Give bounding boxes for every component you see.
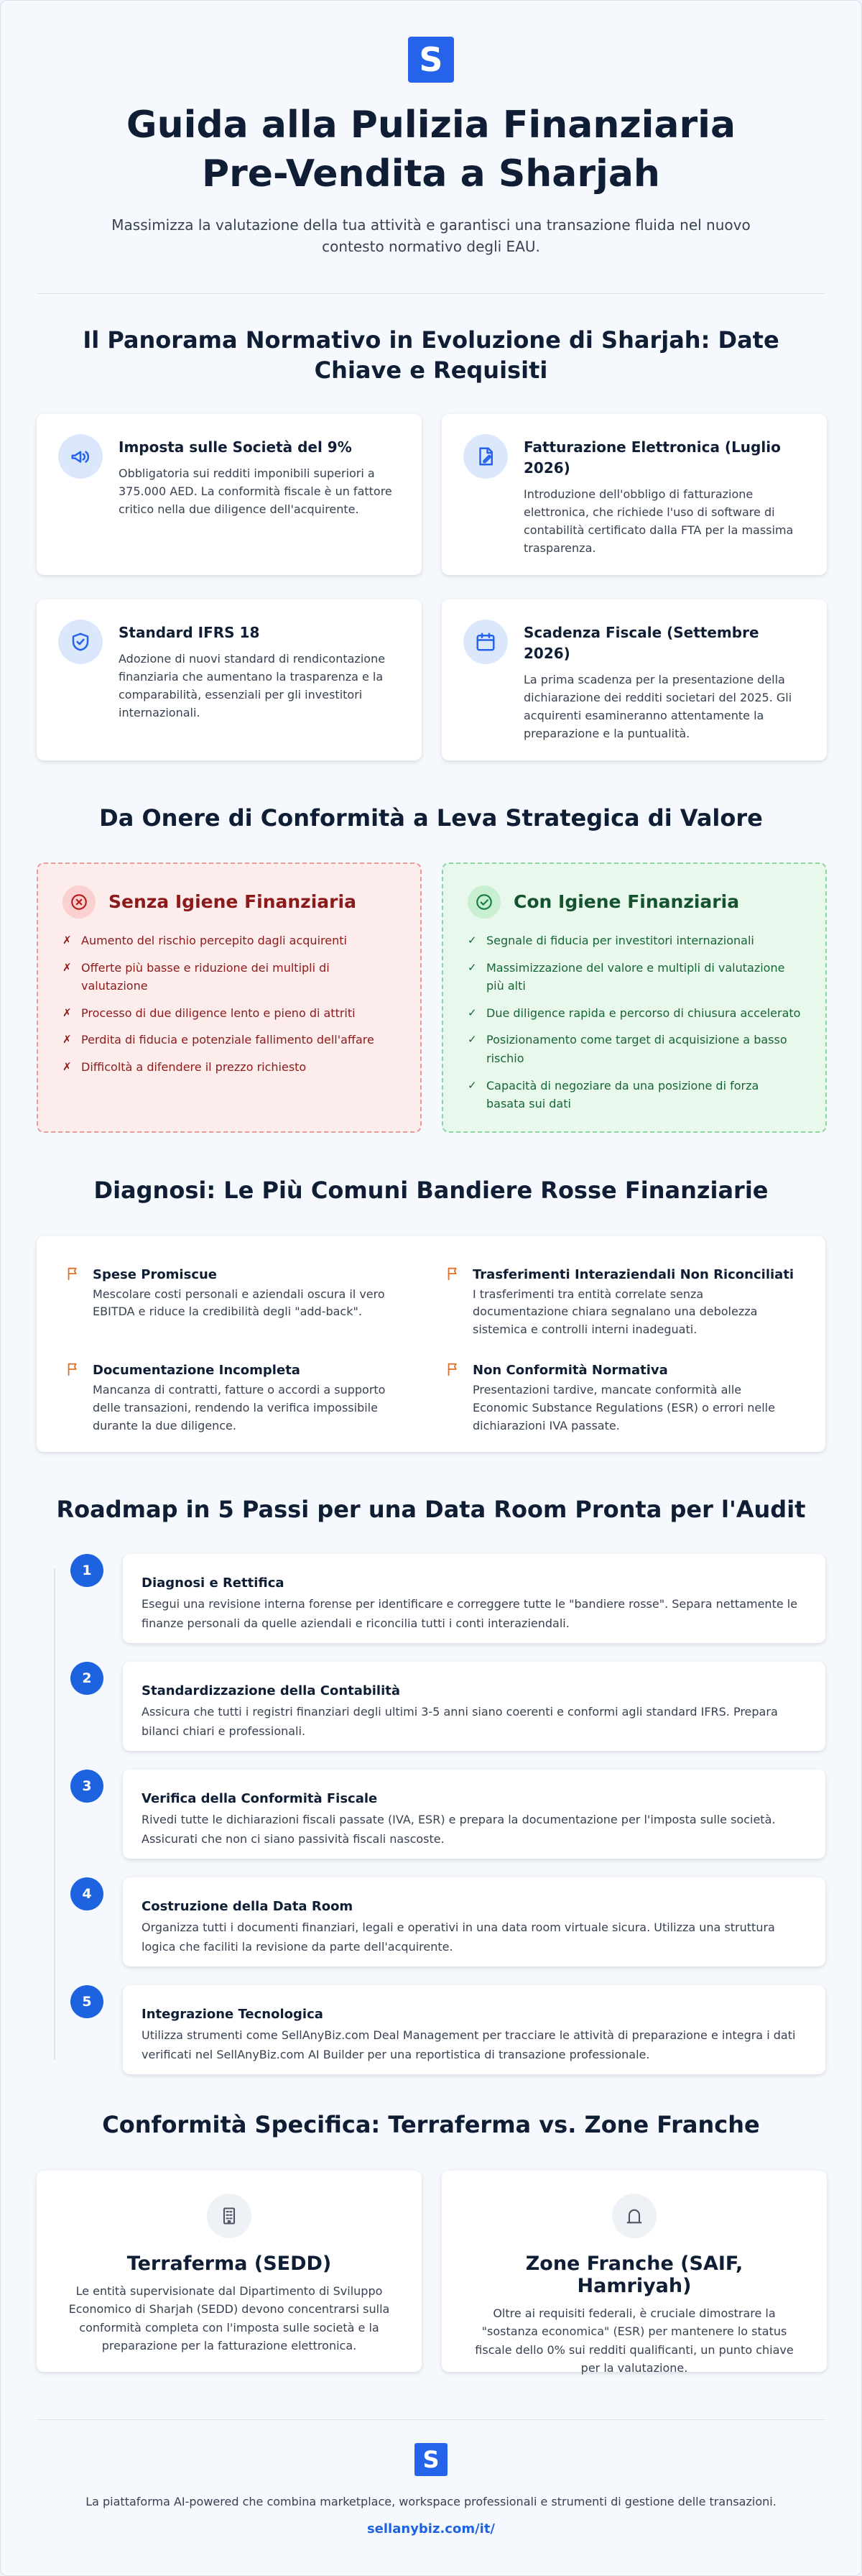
- red-flag-item: [445, 1361, 797, 1435]
- list-item: ✓ Massimizzazione del valore e multipli di valutazione più alti: [468, 959, 801, 995]
- footer-website-link[interactable]: sellanybiz.com/it/: [366, 2521, 496, 2536]
- roadmap-step: [37, 1554, 825, 1643]
- brand-logo-letter: S: [419, 40, 443, 79]
- regulatory-card-e-invoicing: [442, 414, 827, 575]
- check-icon: ✓: [468, 1078, 477, 1092]
- step-title: Standardizzazione della Contabilità: [142, 1683, 401, 1698]
- comparison-panels: [37, 862, 825, 1133]
- building-icon: [207, 2194, 251, 2238]
- step-number-badge: 2: [70, 1662, 103, 1695]
- flag-icon: [65, 1265, 81, 1339]
- zone-card-text: Oltre ai requisiti federali, è cruciale dimostrare la "sostanza economica" (ESR) per mantenere lo status fiscale dello 0% sui redditi qualificanti, un punto chiave per la valutazione.: [475, 2306, 794, 2375]
- list-item: ✗ Difficoltà a difendere il prezzo richiesto: [62, 1058, 396, 1077]
- step-text: Esegui una revisione interna forense per identificare e correggere tutte le "bandiere rosse". Separa nettamente le finanze personali da quelle aziendali e riconcilia tutti i conti interaziendali.: [142, 1597, 798, 1630]
- list-item: ✗ Aumento del rischio percepito dagli acquirenti: [62, 932, 396, 950]
- regulatory-card-title: Standard IFRS 18: [119, 624, 260, 642]
- x-circle-icon: [62, 886, 96, 919]
- footer-logo-letter: S: [422, 2445, 440, 2473]
- step-title: Verifica della Conformità Fiscale: [142, 1790, 378, 1806]
- brand-logo: [408, 37, 454, 83]
- list-item: ✗ Perdita di fiducia e potenziale fallimento dell'affare: [62, 1031, 396, 1049]
- regulatory-card-tax-deadline: [442, 599, 827, 760]
- regulatory-section-title: Il Panorama Normativo in Evoluzione di Sharjah: Date Chiave e Requisiti: [83, 326, 779, 384]
- footer-logo: [414, 2443, 448, 2476]
- footer-divider: [37, 2419, 825, 2420]
- list-item: ✓ Due diligence rapida e percorso di chiusura accelerato: [468, 1004, 801, 1023]
- page-subtitle: Massimizza la valutazione della tua attività e garantisci una transazione fluida nel nuovo contesto normativo degli EAU.: [111, 216, 751, 256]
- step-number-badge: 4: [70, 1877, 103, 1910]
- regulatory-card-text: Introduzione dell'obbligo di fatturazione elettronica, che richiede l'uso di software di contabilità certificato dalla FTA per la massima trasparenza.: [524, 487, 794, 555]
- megaphone-icon: [58, 434, 103, 479]
- check-icon: ✓: [468, 960, 477, 974]
- step-text: Assicura che tutti i registri finanziari degli ultimi 3-5 anni siano coerenti e conformi agli standard IFRS. Prepara bilanci chiari e professionali.: [142, 1705, 778, 1738]
- zone-card-mainland: [37, 2171, 422, 2372]
- red-flag-text: I trasferimenti tra entità correlate senza documentazione chiara segnalano una debolezza sistemica e controlli interni inadeguati.: [473, 1287, 758, 1337]
- step-title: Costruzione della Data Room: [142, 1898, 353, 1914]
- cross-icon: ✗: [62, 1006, 72, 1019]
- zone-card-title: Zone Franche (SAIF, Hamriyah): [525, 2252, 743, 2297]
- step-number-badge: 5: [70, 1985, 103, 2018]
- red-flag-text: Mancanza di contratti, fatture o accordi a supporto delle transazioni, rendendo la verifica impossibile durante la due diligence.: [93, 1382, 386, 1432]
- cross-icon: ✗: [62, 1033, 72, 1046]
- step-number-badge: 1: [70, 1554, 103, 1587]
- without-hygiene-panel: [37, 862, 422, 1133]
- calendar-icon: [463, 620, 508, 664]
- with-hygiene-list: [468, 932, 801, 1113]
- red-flag-text: Presentazioni tardive, mancate conformità alle Economic Substance Regulations (ESR) o errori nelle dichiarazioni IVA passate.: [473, 1382, 775, 1432]
- check-icon: ✓: [468, 1033, 477, 1046]
- header-divider: [37, 293, 825, 294]
- regulatory-card-title: Scadenza Fiscale (Settembre 2026): [524, 624, 759, 663]
- zones-cards: [37, 2171, 825, 2375]
- regulatory-card-text: Obbligatoria sui redditi imponibili superiori a 375.000 AED. La conformità fiscale è un fattore critico nella due diligence dell'acquirente.: [119, 466, 392, 516]
- with-hygiene-panel: [442, 862, 827, 1133]
- regulatory-card-corporate-tax: [37, 414, 422, 575]
- check-circle-icon: [468, 886, 501, 919]
- flag-icon: [445, 1265, 461, 1339]
- comparison-section-title: Da Onere di Conformità a Leva Strategica di Valore: [99, 804, 763, 832]
- page-title: Guida alla Pulizia Finanziaria Pre-Vendita a Sharjah: [126, 104, 736, 196]
- check-icon: ✓: [468, 933, 477, 947]
- regulatory-card-text: Adozione di nuovi standard di rendicontazione finanziaria che aumentano la trasparenza e la comparabilità, essenziali per gli investitori internazionali.: [119, 652, 386, 719]
- list-item: ✓ Capacità di negoziare da una posizione di forza basata sui dati: [468, 1077, 801, 1113]
- with-hygiene-title: Con Igiene Finanziaria: [514, 891, 740, 913]
- red-flag-text: Mescolare costi personali e aziendali oscura il vero EBITDA e riduce la credibilità degli "add-back".: [93, 1287, 385, 1319]
- regulatory-card-text: La prima scadenza per la presentazione della dichiarazione dei redditi societari del 2025. Gli acquirenti esamineranno attentamente la preparazione e la puntualità.: [524, 673, 792, 740]
- red-flag-title: Spese Promiscue: [93, 1266, 218, 1282]
- red-flag-item: [65, 1361, 417, 1435]
- roadmap-step: [37, 1770, 825, 1859]
- zone-card-text: Le entità supervisionate dal Dipartimento di Sviluppo Economico di Sharjah (SEDD) devono concentrarsi sulla conformità completa con l'imposta sulle società e la preparazione per la fatturazione elettronica.: [68, 2283, 390, 2353]
- cross-icon: ✗: [62, 933, 72, 947]
- roadmap-timeline: [37, 1554, 825, 2074]
- roadmap-step: [37, 1985, 825, 2074]
- red-flag-title: Non Conformità Normativa: [473, 1362, 668, 1378]
- gate-icon: [612, 2194, 657, 2238]
- roadmap-step: [37, 1662, 825, 1751]
- cross-icon: ✗: [62, 960, 72, 974]
- step-title: Diagnosi e Rettifica: [142, 1575, 284, 1591]
- step-text: Utilizza strumenti come SellAnyBiz.com Deal Management per tracciare le attività di preparazione e integra i dati verificati nel SellAnyBiz.com AI Builder per una reportistica di transazione professionale.: [142, 2028, 796, 2061]
- red-flag-title: Documentazione Incompleta: [93, 1362, 300, 1378]
- flag-icon: [445, 1361, 461, 1435]
- zone-card-title: Terraferma (SEDD): [126, 2252, 332, 2275]
- regulatory-card-ifrs: [37, 599, 422, 760]
- shield-check-icon: [58, 620, 103, 664]
- list-item: ✗ Offerte più basse e riduzione dei multipli di valutazione: [62, 959, 396, 995]
- footer-tagline: La piattaforma AI-powered che combina marketplace, workspace professionali e strumenti di gestione delle transazioni.: [85, 2494, 777, 2508]
- without-hygiene-title: Senza Igiene Finanziaria: [108, 891, 356, 913]
- check-icon: ✓: [468, 1006, 477, 1019]
- list-item: ✗ Processo di due diligence lento e pieno di attriti: [62, 1004, 396, 1023]
- red-flag-item: [445, 1265, 797, 1339]
- step-text: Organizza tutti i documenti finanziari, legali e operativi in una data room virtuale sicura. Utilizza una struttura logica che faciliti la revisione da parte dell'acquirente.: [142, 1920, 775, 1954]
- red-flag-title: Trasferimenti Interaziendali Non Riconciliati: [473, 1266, 794, 1282]
- list-item: ✓ Segnale di fiducia per investitori internazionali: [468, 932, 801, 950]
- red-flags-card: [37, 1236, 825, 1453]
- without-hygiene-list: [62, 932, 396, 1077]
- zone-card-free-zones: [442, 2171, 827, 2375]
- flag-icon: [65, 1361, 81, 1435]
- regulatory-card-title: Imposta sulle Società del 9%: [119, 438, 352, 456]
- cross-icon: ✗: [62, 1059, 72, 1073]
- red-flags-section-title: Diagnosi: Le Più Comuni Bandiere Rosse Finanziarie: [93, 1176, 769, 1204]
- roadmap-section-title: Roadmap in 5 Passi per una Data Room Pronta per l'Audit: [56, 1496, 806, 1524]
- regulatory-card-title: Fatturazione Elettronica (Luglio 2026): [524, 438, 781, 477]
- step-text: Rivedi tutte le dichiarazioni fiscali passate (IVA, ESR) e prepara la documentazione per l'imposta sulle società. Assicurati che non ci siano passività fiscali nascoste.: [142, 1813, 776, 1846]
- e-invoice-icon: [463, 434, 508, 479]
- regulatory-cards: [37, 414, 825, 760]
- footer: [37, 2443, 825, 2536]
- list-item: ✓ Posizionamento come target di acquisizione a basso rischio: [468, 1031, 801, 1067]
- roadmap-step: [37, 1877, 825, 1966]
- zones-section-title: Conformità Specifica: Terraferma vs. Zone Franche: [102, 2110, 760, 2138]
- step-number-badge: 3: [70, 1770, 103, 1803]
- red-flag-item: [65, 1265, 417, 1339]
- step-title: Integrazione Tecnologica: [142, 2006, 323, 2022]
